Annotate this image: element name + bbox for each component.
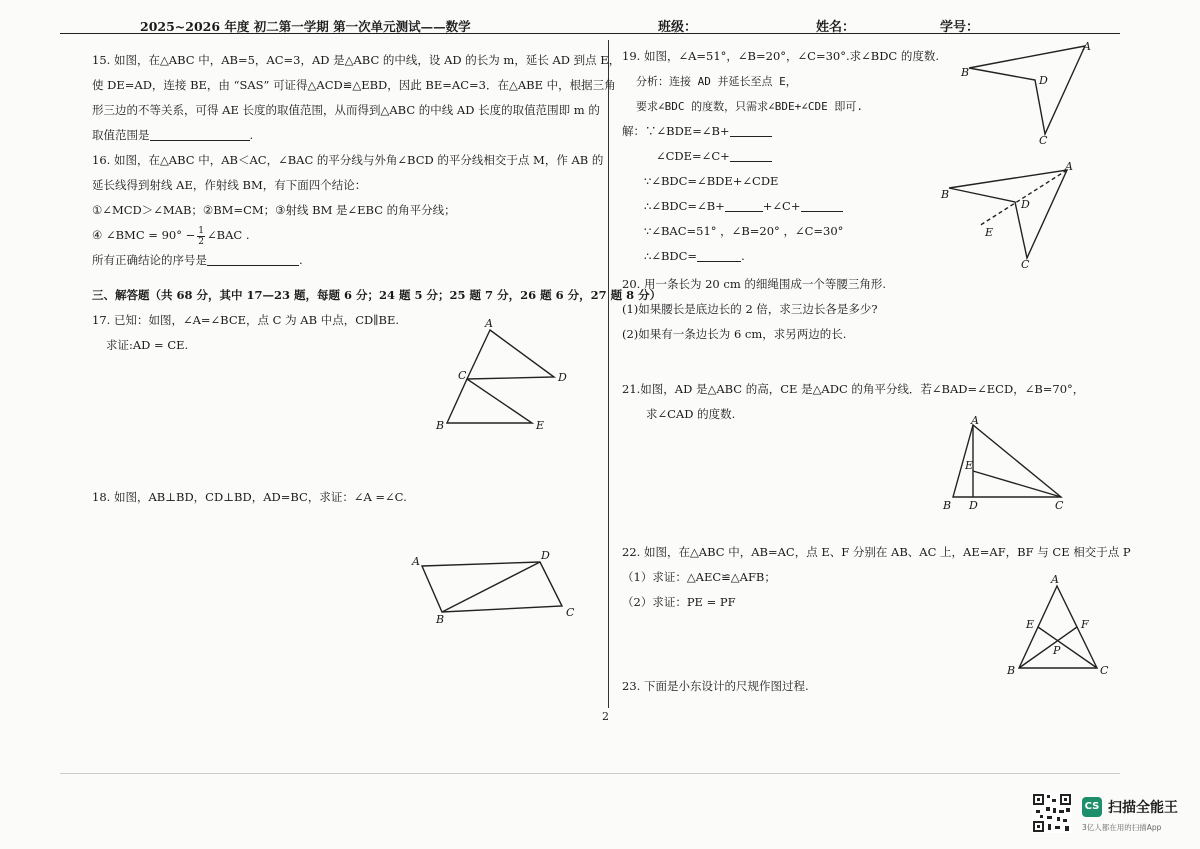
q19-solution-line4: ∴∠BDC=∠B+ +∠C+ (622, 194, 939, 219)
q16 (92, 148, 603, 273)
figure-21 (935, 415, 1075, 515)
q19 (622, 44, 939, 269)
f19a-label-d: D (1039, 74, 1048, 87)
q23-line1: 23. 下面是小东设计的尺规作图过程. (622, 679, 809, 693)
f17-label-e: E (536, 419, 545, 432)
f19b-label-e: E (985, 226, 994, 239)
q15-line3: 形三边的不等关系，可得 AE 长度的取值范围，从而得到△ABC 的中线 AD 长度的取值范围即 m 的 (92, 103, 600, 117)
q19-blank-3[interactable] (725, 197, 763, 212)
q16-line2: 延长线得到射线 AE，作射线 BM，有下面四个结论： (92, 178, 367, 192)
q19-blank-1[interactable] (730, 122, 772, 137)
f18-label-b: B (436, 613, 445, 626)
camscanner-logo-icon: CS (1082, 797, 1102, 817)
q21-line2: 求∠CAD 的度数. (646, 407, 736, 421)
name-label: 姓名： (816, 20, 856, 35)
f18-label-a: A (412, 555, 420, 568)
q16-line4: ④ ∠BMC = 90° − $\frac{1}{2}$ ∠BAC . (92, 225, 250, 247)
f19a-label-a: A (1083, 40, 1091, 53)
class-label: 班级： (658, 20, 698, 35)
q18-line1: 18. 如图，AB⊥BD，CD⊥BD，AD=BC，求证：∠A =∠C. (92, 490, 407, 504)
figure-19b (935, 158, 1085, 270)
exam-header (60, 14, 1120, 34)
header-rule (60, 33, 1120, 34)
q15-line4: 取值范围是 . (92, 128, 254, 142)
student-id-label: 学号： (940, 20, 980, 35)
q22-line2: （1）求证：△AEC≌△AFB； (622, 570, 776, 584)
f22-label-f: F (1081, 618, 1089, 631)
q20-line3: (2)如果有一条边长为 6 cm，求另两边的长. (622, 327, 847, 341)
q19-line1: 19. 如图，∠A=51°，∠B=20°，∠C=30°.求∠BDC 的度数. (622, 49, 940, 63)
q19-solution-line6: ∴∠BDC= . (644, 249, 745, 263)
q17-line2: 求证:AD = CE. (106, 338, 189, 352)
figure-22 (1005, 572, 1117, 678)
f17-label-c: C (458, 369, 467, 382)
f19b-label-d: D (1021, 198, 1030, 211)
q22-line3: （2）求证：PE = PF (622, 595, 736, 609)
q22-line1: 22. 如图，在△ABC 中，AB=AC，点 E、F 分别在 AB、AC 上，AE=AF，BF 与 CE 相交于点 P (622, 545, 1131, 559)
f17-label-a: A (485, 317, 493, 330)
f19b-label-c: C (1021, 258, 1030, 271)
scanner-app-name: 扫描全能王 (1108, 800, 1178, 816)
f21-label-b: B (943, 499, 952, 512)
q17-line1: 17. 已知：如图，∠A=∠BCE，点 C 为 AB 中点，CD∥BE. (92, 313, 400, 327)
q19-blank-4[interactable] (801, 197, 843, 212)
f19a-label-c: C (1039, 134, 1048, 147)
q19-analysis-line2: 要求∠BDC 的度数，只需求∠BDE+∠CDE 即可. (636, 100, 863, 113)
q16-line3: ①∠MCD＞∠MAB；②BM=CM；③射线 BM 是∠EBC 的角平分线； (92, 203, 456, 217)
q19-solution-line1: 解：∵∠BDE=∠B+ (622, 119, 939, 144)
figure-17 (430, 315, 580, 435)
f18-label-d: D (541, 549, 550, 562)
q20-line1: 20. 用一条长为 20 cm 的细绳围成一个等腰三角形. (622, 277, 887, 291)
f19a-label-b: B (961, 66, 970, 79)
f21-label-c: C (1055, 499, 1064, 512)
f22-label-e: E (1026, 618, 1035, 631)
f19b-label-b: B (941, 188, 950, 201)
q15-line2: 使 DE=AD，连接 BE，由 “SAS” 可证得△ACD≌△EBD，因此 BE=AC=3．在△ABE 中，根据三角 (92, 78, 616, 92)
q16-line1: 16. 如图，在△ABC 中，AB＜AC，∠BAC 的平分线与外角∠BCD 的平分线相交于点 M，作 AB 的 (92, 153, 604, 167)
q15 (92, 48, 620, 148)
q19-analysis-line1: 分析：连接 AD 并延长至点 E， (636, 75, 797, 88)
f17-label-d: D (558, 371, 567, 384)
f22-label-p: P (1053, 644, 1061, 657)
q19-solution-line2: ∠CDE=∠C+ (622, 144, 939, 169)
f22-label-c: C (1100, 664, 1109, 677)
q21-line1: 21.如图，AD 是△ABC 的高，CE 是△ADC 的角平分线．若∠BAD=∠ECD，∠B=70°， (622, 382, 1085, 396)
section-heading: 三、解答题（共 68 分，其中 17—23 题，每题 6 分；24 题 5 分；25 题 7 分，26 题 6 分，27 题 8 分） (92, 288, 662, 302)
exam-title: 2025~2026 年度 初二第一学期 第一次单元测试——数学 (140, 19, 471, 34)
qr-code-icon (1032, 793, 1072, 833)
q23 (622, 674, 809, 699)
f18-label-c: C (566, 606, 575, 619)
f21-label-a: A (971, 414, 979, 427)
q20 (622, 272, 886, 347)
one-half-fraction: $\frac{1}{2}$ (198, 225, 204, 247)
q19-blank-2[interactable] (730, 147, 772, 162)
figure-19a (955, 36, 1095, 148)
f21-label-e: E (965, 459, 974, 472)
f22-label-a: A (1051, 573, 1059, 586)
q19-blank-5[interactable] (697, 247, 741, 262)
figure-18 (410, 548, 580, 628)
q18 (92, 485, 407, 510)
f21-label-d: D (969, 499, 978, 512)
q15-answer-blank[interactable] (150, 126, 250, 141)
q20-line2: (1)如果腰长是底边长的 2 倍，求三边长各是多少? (622, 302, 878, 316)
q19-solution-line5: ∵∠BAC=51° ，∠B=20° ，∠C=30° (644, 224, 844, 238)
footer-rule (60, 773, 1120, 774)
f17-label-b: B (436, 419, 445, 432)
q15-line1: 15. 如图，在△ABC 中，AB=5，AC=3，AD 是△ABC 的中线，设 AD 的长为 m，延长 AD 到点 E， (92, 53, 621, 67)
f22-label-b: B (1007, 664, 1016, 677)
scanner-tagline: 3亿人都在用的扫描App (1082, 823, 1162, 832)
f19b-label-a: A (1065, 160, 1073, 173)
q17 (92, 308, 399, 358)
page-number: 2 (602, 710, 609, 723)
q19-solution-line3: ∵∠BDC=∠BDE+∠CDE (644, 174, 779, 188)
q16-answer-blank[interactable] (207, 251, 299, 266)
q16-line5: 所有正确结论的序号是 . (92, 253, 303, 267)
